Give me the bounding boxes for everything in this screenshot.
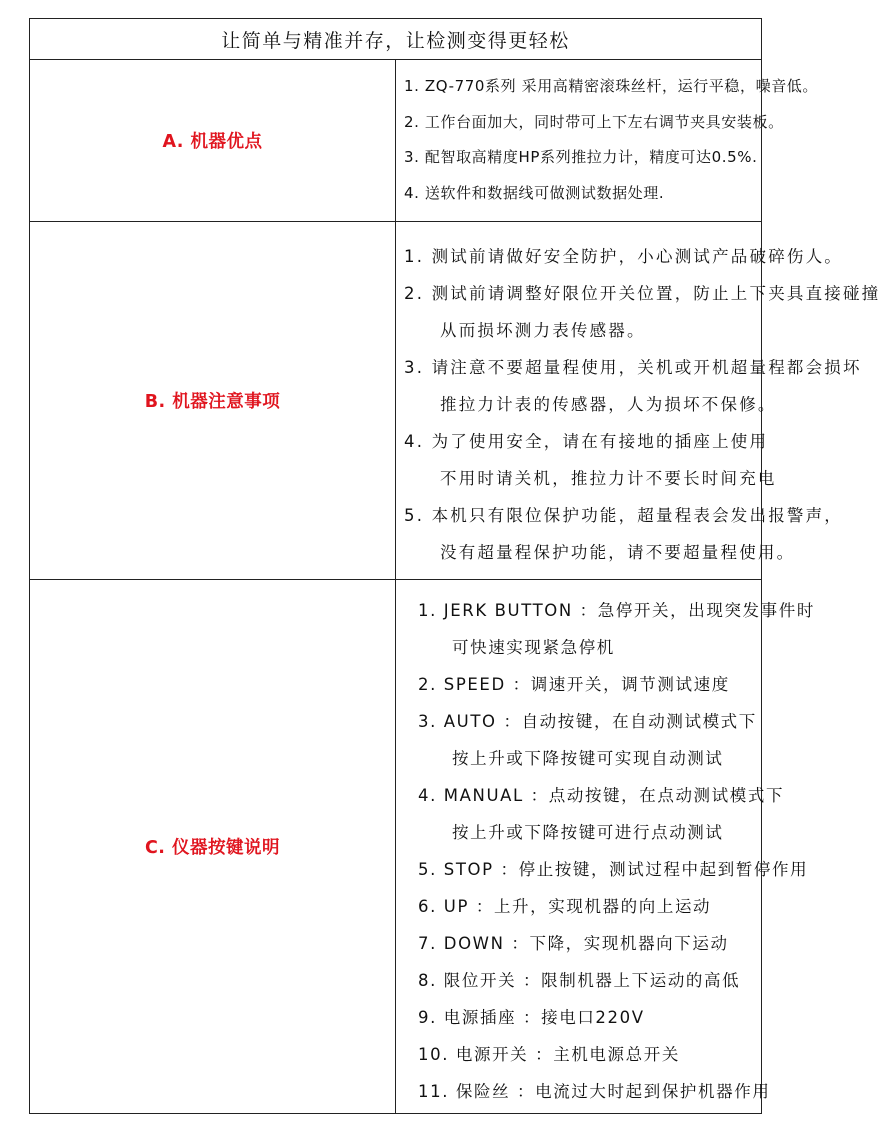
section-a-line-3: 3. 配智取高精度HP系列推拉力计，精度可达0.5%. bbox=[404, 148, 758, 166]
section-b-line-5: 推拉力计表的传感器，人为损坏不保修。 bbox=[440, 395, 777, 414]
section-b-line-7: 不用时请关机，推拉力计不要长时间充电 bbox=[440, 469, 777, 488]
section-c-label: C. 仪器按键说明 bbox=[30, 580, 396, 1114]
section-b-content bbox=[396, 222, 880, 580]
section-a-row bbox=[30, 60, 762, 222]
section-c-content bbox=[396, 580, 815, 1114]
section-a-line-2: 2. 工作台面加大，同时带可上下左右调节夹具安装板。 bbox=[404, 112, 784, 131]
spec-table bbox=[29, 18, 880, 1114]
section-b-line-2: 2. 测试前请调整好限位开关位置，防止上下夹具直接碰撞 bbox=[404, 284, 880, 303]
section-c-row bbox=[30, 580, 762, 1114]
section-c-line-5: 按上升或下降按键可实现自动测试 bbox=[452, 749, 724, 768]
section-c-line-2: 可快速实现紧急停机 bbox=[452, 638, 615, 657]
table-title: 让简单与精准并存，让检测变得更轻松 bbox=[30, 19, 762, 60]
section-c-line-1: 1. JERK BUTTON ：急停开关，出现突发事件时 bbox=[418, 601, 815, 620]
section-b-line-1: 1. 测试前请做好安全防护，小心测试产品破碎伤人。 bbox=[404, 247, 843, 266]
section-c-line-11: 8. 限位开关 ：限制机器上下运动的高低 bbox=[418, 971, 741, 990]
section-a-label: A. 机器优点 bbox=[30, 60, 396, 222]
section-b-line-8: 5. 本机只有限位保护功能，超量程表会发出报警声， bbox=[404, 506, 843, 525]
section-b-row bbox=[30, 222, 762, 580]
section-a-content bbox=[396, 60, 818, 222]
section-c-line-4: 3. AUTO ：自动按键，在自动测试模式下 bbox=[418, 712, 757, 731]
section-b-label: B. 机器注意事项 bbox=[30, 222, 396, 580]
section-a-line-4: 4. 送软件和数据线可做测试数据处理. bbox=[404, 183, 665, 202]
section-c-line-3: 2. SPEED ：调速开关，调节测试速度 bbox=[418, 675, 730, 694]
section-c-line-6: 4. MANUAL ：点动按键，在点动测试模式下 bbox=[418, 786, 785, 805]
section-c-line-9: 6. UP ：上升，实现机器的向上运动 bbox=[418, 897, 712, 916]
section-b-line-3: 从而损坏测力表传感器。 bbox=[440, 321, 646, 340]
section-c-line-7: 按上升或下降按键可进行点动测试 bbox=[452, 823, 724, 842]
section-c-line-14: 11. 保险丝 ：电流过大时起到保护机器作用 bbox=[418, 1082, 771, 1101]
section-c-line-8: 5. STOP ：停止按键，测试过程中起到暂停作用 bbox=[418, 860, 809, 879]
section-b-line-4: 3. 请注意不要超量程使用，关机或开机超量程都会损坏 bbox=[404, 358, 862, 377]
title-row bbox=[30, 19, 762, 60]
section-a-line-1: 1. ZQ-770系列 采用高精密滚珠丝杆，运行平稳，噪音低。 bbox=[404, 77, 818, 95]
section-c-line-12: 9. 电源插座 ：接电口220V bbox=[418, 1008, 645, 1027]
section-b-line-6: 4. 为了使用安全，请在有接地的插座上使用 bbox=[404, 432, 769, 451]
section-c-line-10: 7. DOWN ：下降，实现机器向下运动 bbox=[418, 934, 729, 953]
section-c-line-13: 10. 电源开关 ：主机电源总开关 bbox=[418, 1045, 680, 1064]
section-b-line-9: 没有超量程保护功能，请不要超量程使用。 bbox=[440, 543, 796, 562]
